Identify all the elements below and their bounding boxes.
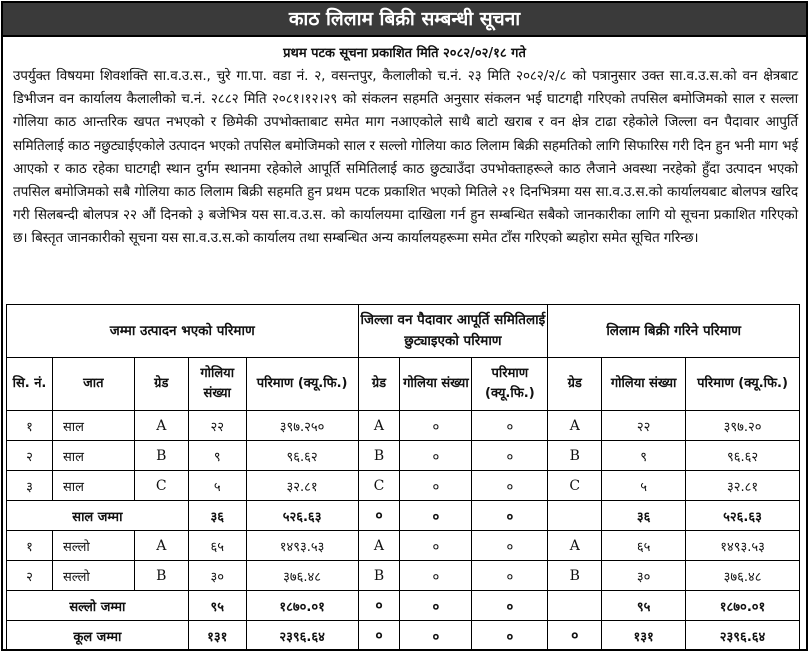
table-row bbox=[7, 471, 800, 501]
row-total-label: सल्लो जम्मा bbox=[7, 591, 189, 621]
row-logs: ३० bbox=[188, 561, 246, 591]
row-supply-grade: B bbox=[358, 561, 400, 591]
row-auction-volume: १४९३.५३ bbox=[686, 531, 800, 561]
row-auction-logs: ३६ bbox=[602, 501, 686, 531]
volume-header: परिमाण (क्यू.फि.) bbox=[246, 358, 358, 411]
group-header-row bbox=[7, 305, 800, 358]
row-volume: ९६.६२ bbox=[246, 441, 358, 471]
row-auction-grade: B bbox=[548, 561, 602, 591]
row-auction-grade: A bbox=[548, 531, 602, 561]
row-auction-logs: ९ bbox=[602, 441, 686, 471]
row-species: साल bbox=[52, 441, 134, 471]
row-sn: २ bbox=[7, 561, 53, 591]
row-auction-volume: २३९६.६४ bbox=[686, 621, 800, 651]
row-supply-logs: ० bbox=[400, 531, 472, 561]
table-row bbox=[7, 441, 800, 471]
row-auction-logs: ६५ bbox=[602, 531, 686, 561]
row-auction-grade: B bbox=[548, 441, 602, 471]
row-grade: C bbox=[134, 471, 188, 501]
row-supply-volume: ० bbox=[472, 561, 548, 591]
supply-grade-header: ग्रेड bbox=[358, 358, 400, 411]
row-species: सल्लो bbox=[52, 561, 134, 591]
row-auction-volume: ३९७.२० bbox=[686, 411, 800, 441]
grade-header: ग्रेड bbox=[134, 358, 188, 411]
row-total-label: कूल जम्मा bbox=[7, 621, 189, 651]
row-volume: ५२६.६३ bbox=[246, 501, 358, 531]
row-logs: ३६ bbox=[188, 501, 246, 531]
table-total-row bbox=[7, 501, 800, 531]
row-auction-grade: C bbox=[548, 471, 602, 501]
row-volume: ३२.८१ bbox=[246, 471, 358, 501]
notice-title: काठ लिलाम बिक्री सम्बन्धी सूचना bbox=[3, 3, 806, 37]
row-supply-grade: A bbox=[358, 531, 400, 561]
row-grade: A bbox=[134, 411, 188, 441]
row-supply-volume: ० bbox=[472, 621, 548, 651]
row-volume: १८७०.०१ bbox=[246, 591, 358, 621]
produced-quantity-header: जम्मा उत्पादन भएको परिमाण bbox=[7, 305, 359, 358]
auction-volume-header: परिमाण (क्यू.फि.) bbox=[686, 358, 800, 411]
row-logs: ५ bbox=[188, 471, 246, 501]
row-logs: २२ bbox=[188, 411, 246, 441]
row-species: साल bbox=[52, 471, 134, 501]
row-supply-grade: C bbox=[358, 471, 400, 501]
auction-quantity-header: लिलाम बिक्री गरिने परिमाण bbox=[548, 305, 800, 358]
row-grade: A bbox=[134, 531, 188, 561]
row-supply-logs: ० bbox=[400, 501, 472, 531]
row-auction-volume: ३२.८१ bbox=[686, 471, 800, 501]
row-supply-grade: ० bbox=[358, 591, 400, 621]
row-logs: ९ bbox=[188, 441, 246, 471]
row-supply-logs: ० bbox=[400, 591, 472, 621]
row-supply-volume: ० bbox=[472, 591, 548, 621]
row-auction-volume: ५२६.६३ bbox=[686, 501, 800, 531]
table-row bbox=[7, 561, 800, 591]
row-volume: २३९६.६४ bbox=[246, 621, 358, 651]
publication-date-line: प्रथम पटक सूचना प्रकाशित मिति २०८२/०२/१८ गते bbox=[283, 46, 526, 61]
row-sn: १ bbox=[7, 531, 53, 561]
table-row bbox=[7, 411, 800, 441]
row-logs: ६५ bbox=[188, 531, 246, 561]
species-header: जात bbox=[52, 358, 134, 411]
row-total-label: साल जम्मा bbox=[7, 501, 189, 531]
row-supply-logs: ० bbox=[400, 441, 472, 471]
row-auction-volume: १८७०.०१ bbox=[686, 591, 800, 621]
row-supply-grade: A bbox=[358, 411, 400, 441]
sn-header: सि. नं. bbox=[7, 358, 53, 411]
timber-quantity-table bbox=[6, 304, 800, 651]
supply-committee-header: जिल्ला वन पैदावार आपूर्ति समितिलाई छुट्याइएको परिमाण bbox=[358, 305, 548, 358]
auction-grade-header: ग्रेड bbox=[548, 358, 602, 411]
row-supply-volume: ० bbox=[472, 471, 548, 501]
row-auction-logs: ३० bbox=[602, 561, 686, 591]
row-supply-volume: ० bbox=[472, 411, 548, 441]
row-logs: ९५ bbox=[188, 591, 246, 621]
row-supply-logs: ० bbox=[400, 471, 472, 501]
auction-logs-header: गोलिया संख्या bbox=[602, 358, 686, 411]
row-auction-volume: ३७६.४८ bbox=[686, 561, 800, 591]
row-sn: १ bbox=[7, 411, 53, 441]
row-auction-grade: A bbox=[548, 411, 602, 441]
row-auction-grade bbox=[548, 591, 602, 621]
row-auction-grade bbox=[548, 501, 602, 531]
supply-logs-header: गोलिया संख्या bbox=[400, 358, 472, 411]
row-auction-grade: ० bbox=[548, 621, 602, 651]
row-grade: B bbox=[134, 561, 188, 591]
row-grade: B bbox=[134, 441, 188, 471]
row-supply-volume: ० bbox=[472, 441, 548, 471]
row-volume: ३९७.२५० bbox=[246, 411, 358, 441]
row-supply-logs: ० bbox=[400, 411, 472, 441]
row-species: साल bbox=[52, 411, 134, 441]
supply-volume-header: परिमाण (क्यू.फि.) bbox=[472, 358, 548, 411]
row-supply-volume: ० bbox=[472, 531, 548, 561]
notice-body: उपर्युक्त विषयमा शिवशक्ति सा.व.उ.स., चुरे गा.पा. वडा नं. २, वसन्तपुर, कैलालीको च.नं. २३ मिति २०८२/२/८ को पत्रानुसार उक्त सा.व.उ.स.को वन क्षेत्रबाट डिभीजन वन कार्यालय कैलालीको च.नं. २८८२ मिति २०८१।१२।२९ को संकलन सहमति अनुसार संकलन भई घाटगद्दी गरिएको तपसिल बमोजिमको साल र सल्ला गोलिया काठ आन्तरिक खपत नभएको र छिमेकी उपभोक्ताबाट समेत माग नआएकोले साथै बाटो खराब र वन क्षेत्र टाढा रहेकोले जिल्ला वन पैदावार आपुर्ति समितिलाई काठ नछुट्याईएकोले उत्पादन भएको तपसिल बमोजिमको साल र सल्लो गोलिया काठ लिलाम बिक्री सहमतिको लागि सिफारिस गरी दिन हुन भनी माग भई आएको र काठ रहेका घाटगद्दी स्थान दुर्गम स्थानमा रहेकोले आपूर्ति समितिलाई काठ छुट्याउँदा उपभोक्ताहरूले काठ लैजाने अवस्था नरहेको हुँदा उत्पादन भएको तपसिल बमोजिमको सबै गोलिया काठ लिलाम बिक्री सहमति हुन प्रथम पटक प्रकाशित भएको मितिले २१ दिनभित्रमा यस सा.व.उ.स.को कार्यालयबाट बोलपत्र खरिद गरी सिलबन्दी बोलपत्र २२ औं दिनको ३ बजेभित्र यस सा.व.उ.स. को कार्यालयमा दाखिला गर्न हुन सम्बन्धित सबैको जानकारीका लागि यो सूचना प्रकाशित गरिएको छ। बिस्तृत जानकारीको सूचना यस सा.व.उ.स.को कार्यालय तथा सम्बन्धित अन्य कार्यालयहरूमा समेत टाँस गरिएको ब्यहोरा समेत सूचित गरिन्छ। bbox=[13, 68, 798, 247]
row-supply-volume: ० bbox=[472, 501, 548, 531]
row-species: सल्लो bbox=[52, 531, 134, 561]
row-volume: ३७६.४८ bbox=[246, 561, 358, 591]
row-supply-grade: ० bbox=[358, 621, 400, 651]
row-supply-logs: ० bbox=[400, 621, 472, 651]
table-total-row bbox=[7, 591, 800, 621]
row-supply-logs: ० bbox=[400, 561, 472, 591]
column-header-row bbox=[7, 358, 800, 411]
row-volume: १४९३.५३ bbox=[246, 531, 358, 561]
row-logs: १३१ bbox=[188, 621, 246, 651]
logs-header: गोलिया संख्या bbox=[188, 358, 246, 411]
table-total-row bbox=[7, 621, 800, 651]
row-auction-logs: २२ bbox=[602, 411, 686, 441]
row-auction-volume: ९६.६२ bbox=[686, 441, 800, 471]
row-supply-grade: ० bbox=[358, 501, 400, 531]
row-sn: ३ bbox=[7, 471, 53, 501]
row-auction-logs: ९५ bbox=[602, 591, 686, 621]
row-sn: २ bbox=[7, 441, 53, 471]
row-auction-logs: ५ bbox=[602, 471, 686, 501]
row-auction-logs: १३१ bbox=[602, 621, 686, 651]
row-supply-grade: B bbox=[358, 441, 400, 471]
table-row bbox=[7, 531, 800, 561]
